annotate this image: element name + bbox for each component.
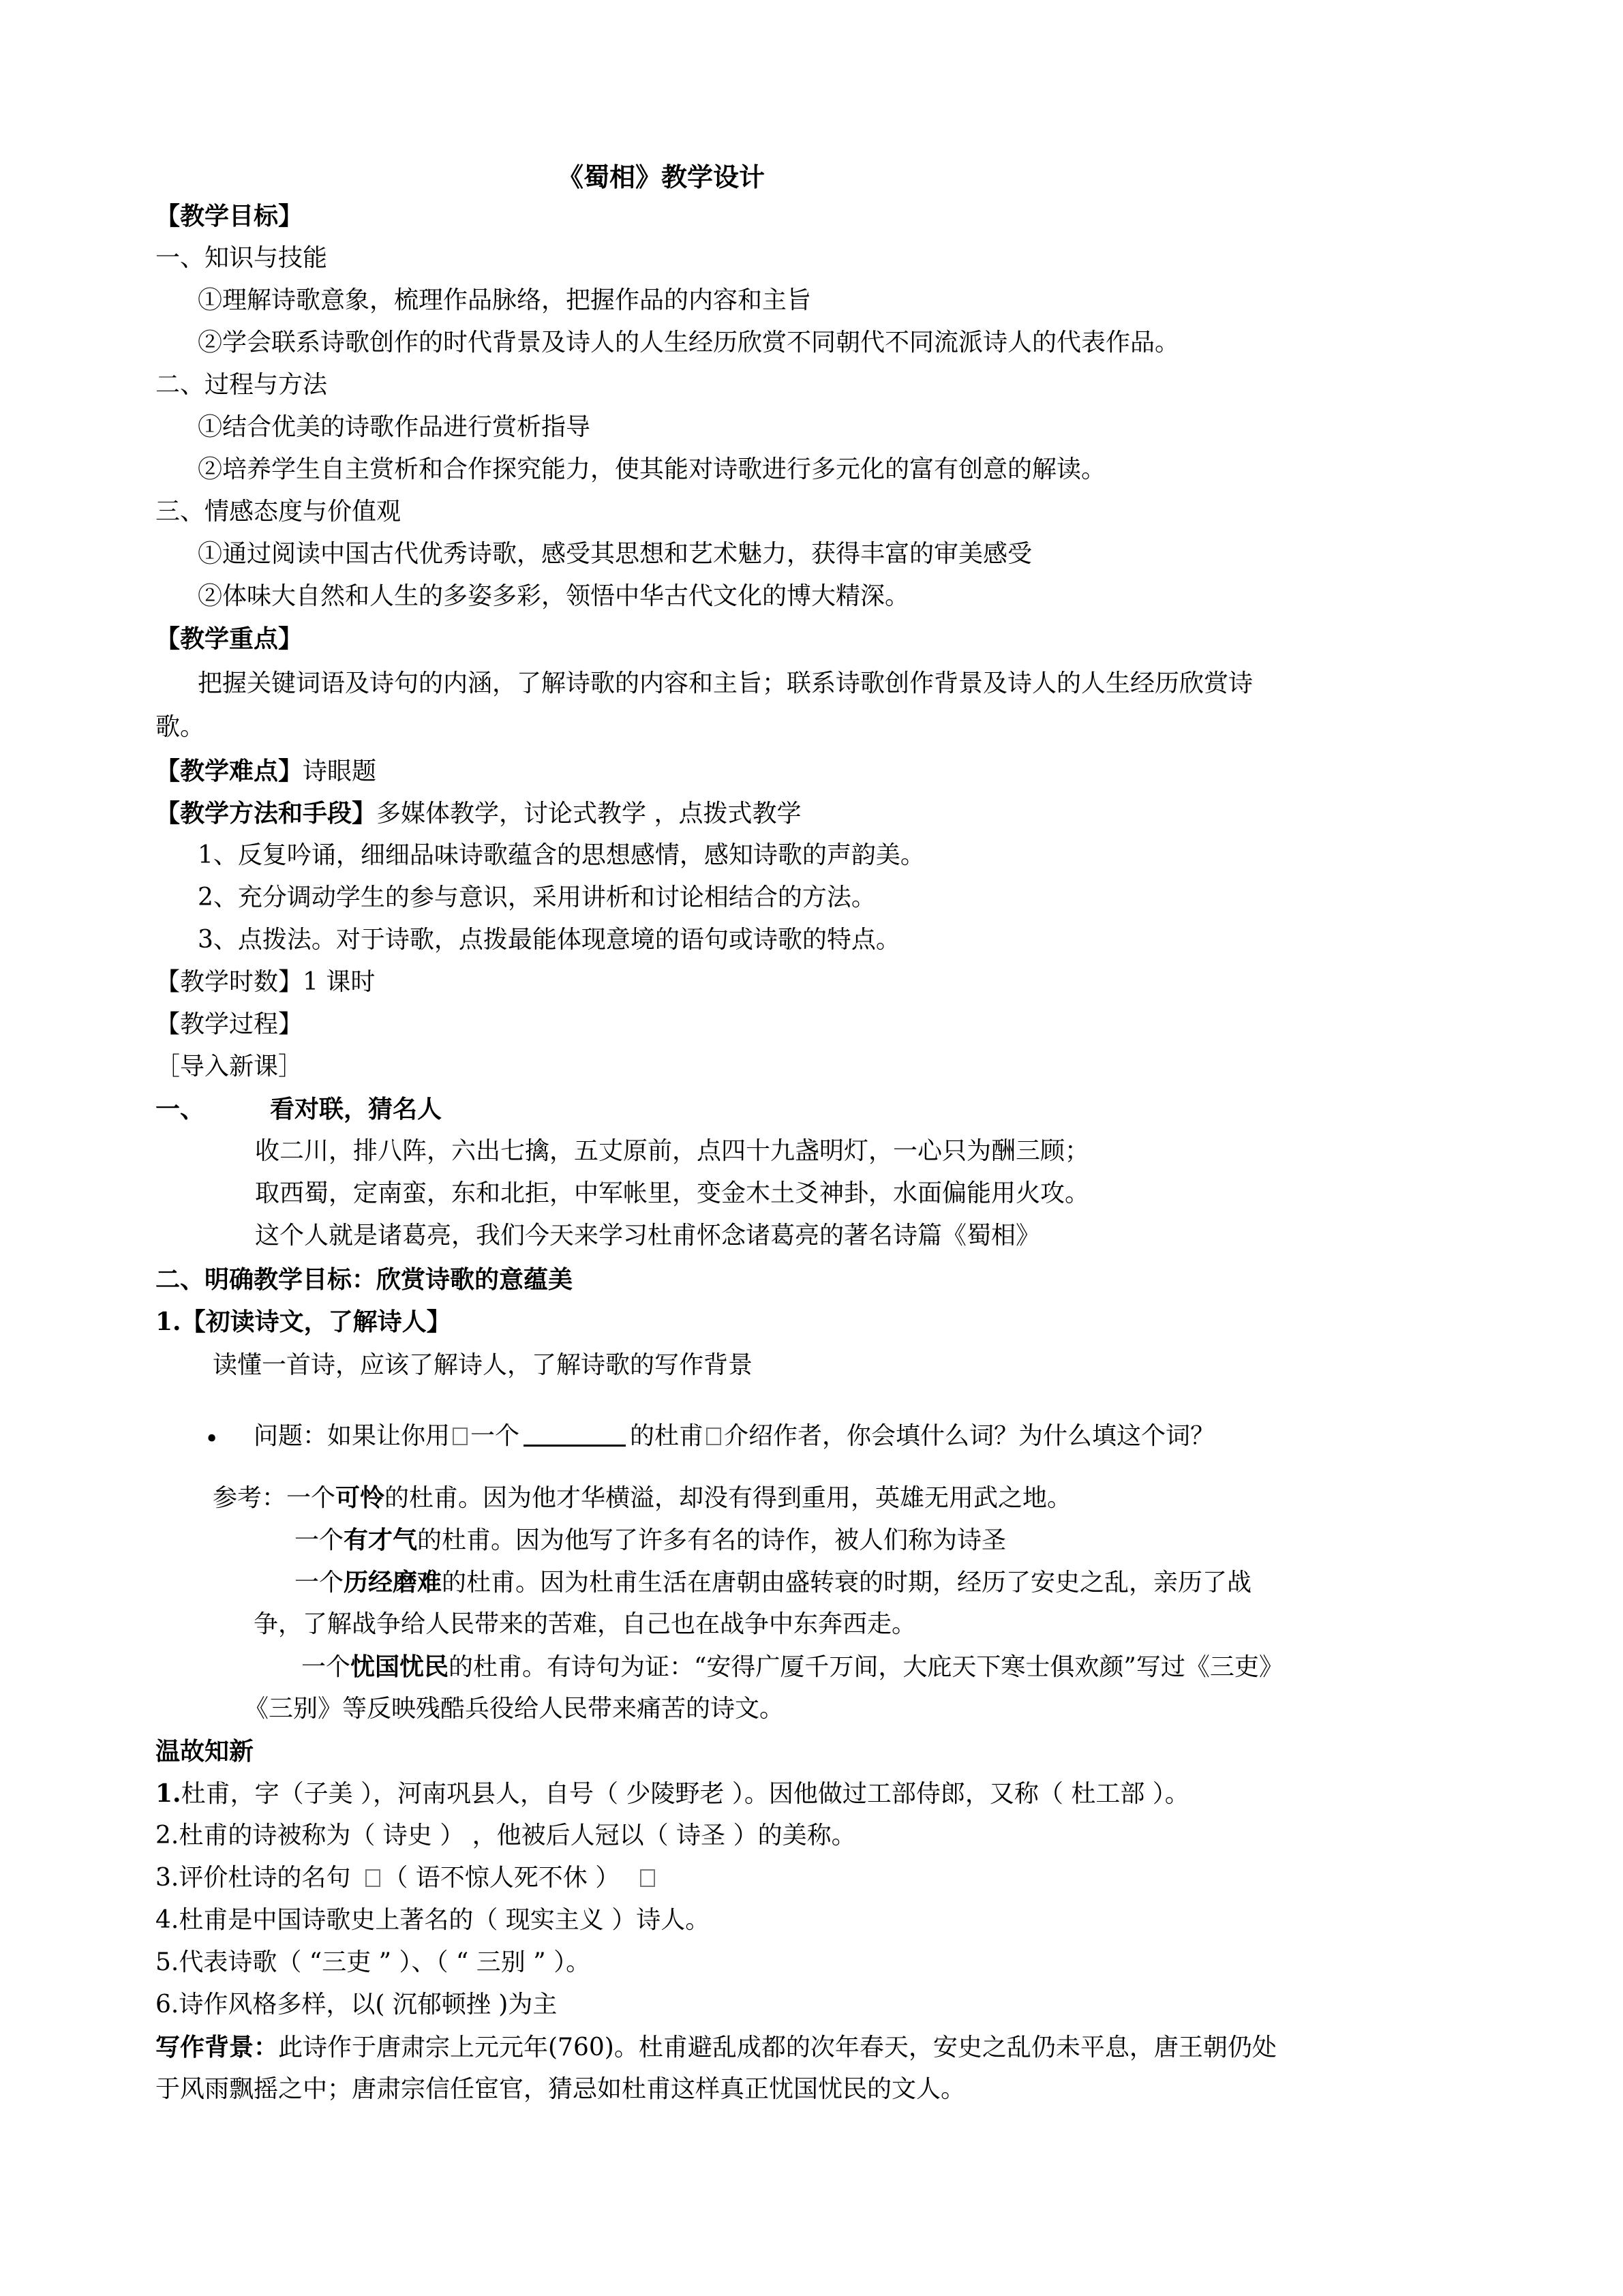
difficulty-line [155,755,376,787]
reference-keyword: 历经磨难 [344,1568,442,1597]
objectives-section-2: 二、过程与方法 [155,371,328,399]
objectives-item-3-1: ①通过阅读中国古代优秀诗歌，感受其思想和艺术魅力，获得丰富的审美感受 [198,540,1033,568]
part-1-title: 看对联，猜名人 [270,1095,442,1123]
hours-line [155,967,375,998]
review-question-6: 6.诗作风格多样，以( 沉郁顿挫 )为主 [155,1991,558,2019]
key-points-line-2: 歌。 [155,713,205,741]
part-2-title: 二、明确教学目标：欣赏诗歌的意蕴美 [155,1265,573,1294]
reference-text: 的杜甫。因为他才华横溢，却没有得到重用，英雄无用武之地。 [384,1484,1072,1512]
review-text: （ 语不惊人死不休 ） [383,1864,620,1892]
placeholder-box-icon [365,1869,380,1887]
question-line [254,1421,1215,1452]
background-line-1 [155,2031,1277,2064]
reference-line-2 [294,1524,1006,1556]
review-heading: 温故知新 [155,1737,254,1766]
reference-line-4-cont: 《三别》等反映残酷兵役给人民带来痛苦的诗文。 [244,1695,785,1723]
reference-text: 的杜甫。因为他写了许多有名的诗作，被人们称为诗圣 [417,1526,1007,1554]
review-question-5: 5.代表诗歌（ “三吏 ” ）、（ “ 三别 ” ）。 [155,1948,591,1976]
background-label: 写作背景： [155,2033,279,2061]
couplet-line-1: 收二川，排八阵，六出七擒，五丈原前，点四十九盏明灯，一心只为酬三顾； [255,1137,1090,1165]
objectives-heading: 【教学目标】 [155,202,303,230]
objectives-item-2-1: ①结合优美的诗歌作品进行赏析指导 [198,413,591,441]
document-title: 《蜀相》教学设计 [557,162,765,192]
objectives-section-3: 三、情感态度与价值观 [155,498,401,526]
question-text-3: 的杜甫 [630,1422,704,1450]
review-question-1 [155,1778,1189,1810]
methods-text: 多媒体教学，讨论式教学 ，点拨式教学 [376,800,802,828]
fill-in-blank [524,1424,626,1447]
reference-line-4 [301,1651,1284,1683]
question-text-4: 介绍作者，你会填什么词？为什么填这个词？ [724,1422,1215,1450]
reference-text: 一个 [301,1653,351,1681]
objectives-item-1-2: ②学会联系诗歌创作的时代背景及诗人的人生经历欣赏不同朝代不同流派诗人的代表作品。 [198,329,1180,357]
difficulty-heading: 【教学难点】 [155,757,303,785]
reference-keyword: 可怜 [335,1483,385,1512]
reference-keyword: 有才气 [344,1526,418,1554]
reference-text: 的杜甫。有诗句为证：“安得广厦千万间，大庇天下寒士俱欢颜”写过《三吏》 [449,1653,1284,1681]
reference-line-3 [294,1567,1252,1599]
background-line-2: 于风雨飘摇之中；唐肃宗信任宦官，猜忌如杜甫这样真正忧国忧民的文人。 [155,2075,966,2103]
reference-text: 的杜甫。因为杜甫生活在唐朝由盛转衰的时期，经历了安史之乱，亲历了战 [442,1569,1252,1597]
key-points-heading: 【教学重点】 [155,624,303,653]
couplet-line-3: 这个人就是诸葛亮，我们今天来学习杜甫怀念诸葛亮的著名诗篇《蜀相》 [255,1222,1041,1250]
review-text: 杜甫，字（子美 ），河南巩县人，自号（ 少陵野老 ）。因他做过工部侍郎，又称（ 杜工部 ）。 [181,1780,1189,1808]
question-text-2: 一个 [470,1422,520,1450]
reference-text: 一个 [294,1526,344,1554]
method-item-3: 3、点拨法。对于诗歌，点拨最能体现意境的语句或诗歌的特点。 [198,926,900,954]
couplet-line-2: 取西蜀，定南蛮，东和北拒，中军帐里，变金木土爻神卦，水面偏能用火攻。 [255,1179,1090,1207]
question-text-1: 问题：如果让你用 [254,1422,451,1450]
review-question-4: 4.杜甫是中国诗歌史上著名的（ 现实主义 ）诗人。 [155,1906,710,1934]
intro-heading: ［导入新课］ [155,1053,303,1081]
hours-heading: 【教学时数】 [155,968,303,996]
hours-text: 1 课时 [303,968,376,996]
review-question-3 [155,1862,658,1894]
reference-keyword: 忧国忧民 [350,1652,449,1681]
key-points-line-1: 把握关键词语及诗句的内涵，了解诗歌的内容和主旨；联系诗歌创作背景及诗人的人生经历欣赏诗 [198,669,1254,697]
review-question-2: 2.杜甫的诗被称为（ 诗史 ） ，他被后人冠以（ 诗圣 ）的美称。 [155,1822,856,1849]
placeholder-box-icon [706,1428,721,1445]
placeholder-box-icon [453,1428,468,1445]
reference-text: 参考：一个 [213,1484,336,1512]
difficulty-text: 诗眼题 [303,757,377,785]
reference-line-1 [213,1482,1072,1514]
objectives-item-2-2: ②培养学生自主赏析和合作探究能力，使其能对诗歌进行多元化的富有创意的解读。 [198,455,1106,483]
methods-heading: 【教学方法和手段】 [155,799,377,828]
methods-line [155,798,801,830]
question-bullet: • [204,1425,219,1453]
objectives-item-3-2: ②体味大自然和人生的多姿多彩，领悟中华古代文化的博大精深。 [198,582,910,610]
review-text: 3.评价杜诗的名句 [155,1864,351,1892]
first-reading-text: 读懂一首诗，应该了解诗人，了解诗歌的写作背景 [213,1351,753,1379]
review-number: 1. [155,1779,181,1808]
first-reading-title: 1.【初读诗文，了解诗人】 [155,1308,451,1336]
placeholder-box-icon [640,1869,655,1887]
reference-line-3-cont: 争，了解战争给人民带来的苦难，自己也在战争中东奔西走。 [254,1610,917,1638]
objectives-section-1: 一、知识与技能 [155,244,328,272]
method-item-2: 2、充分调动学生的参与意识，采用讲析和讨论相结合的方法。 [198,883,876,911]
part-1-number: 一、 [155,1095,205,1123]
method-item-1: 1、反复吟诵，细细品味诗歌蕴含的思想感情，感知诗歌的声韵美。 [198,841,925,869]
reference-text: 一个 [294,1569,344,1597]
process-heading: 【教学过程】 [155,1010,303,1038]
objectives-item-1-1: ①理解诗歌意象，梳理作品脉络，把握作品的内容和主旨 [198,286,812,314]
background-text: 此诗作于唐肃宗上元元年(760)。杜甫避乱成都的次年春天，安史之乱仍未平息，唐王朝仍处 [278,2034,1277,2061]
